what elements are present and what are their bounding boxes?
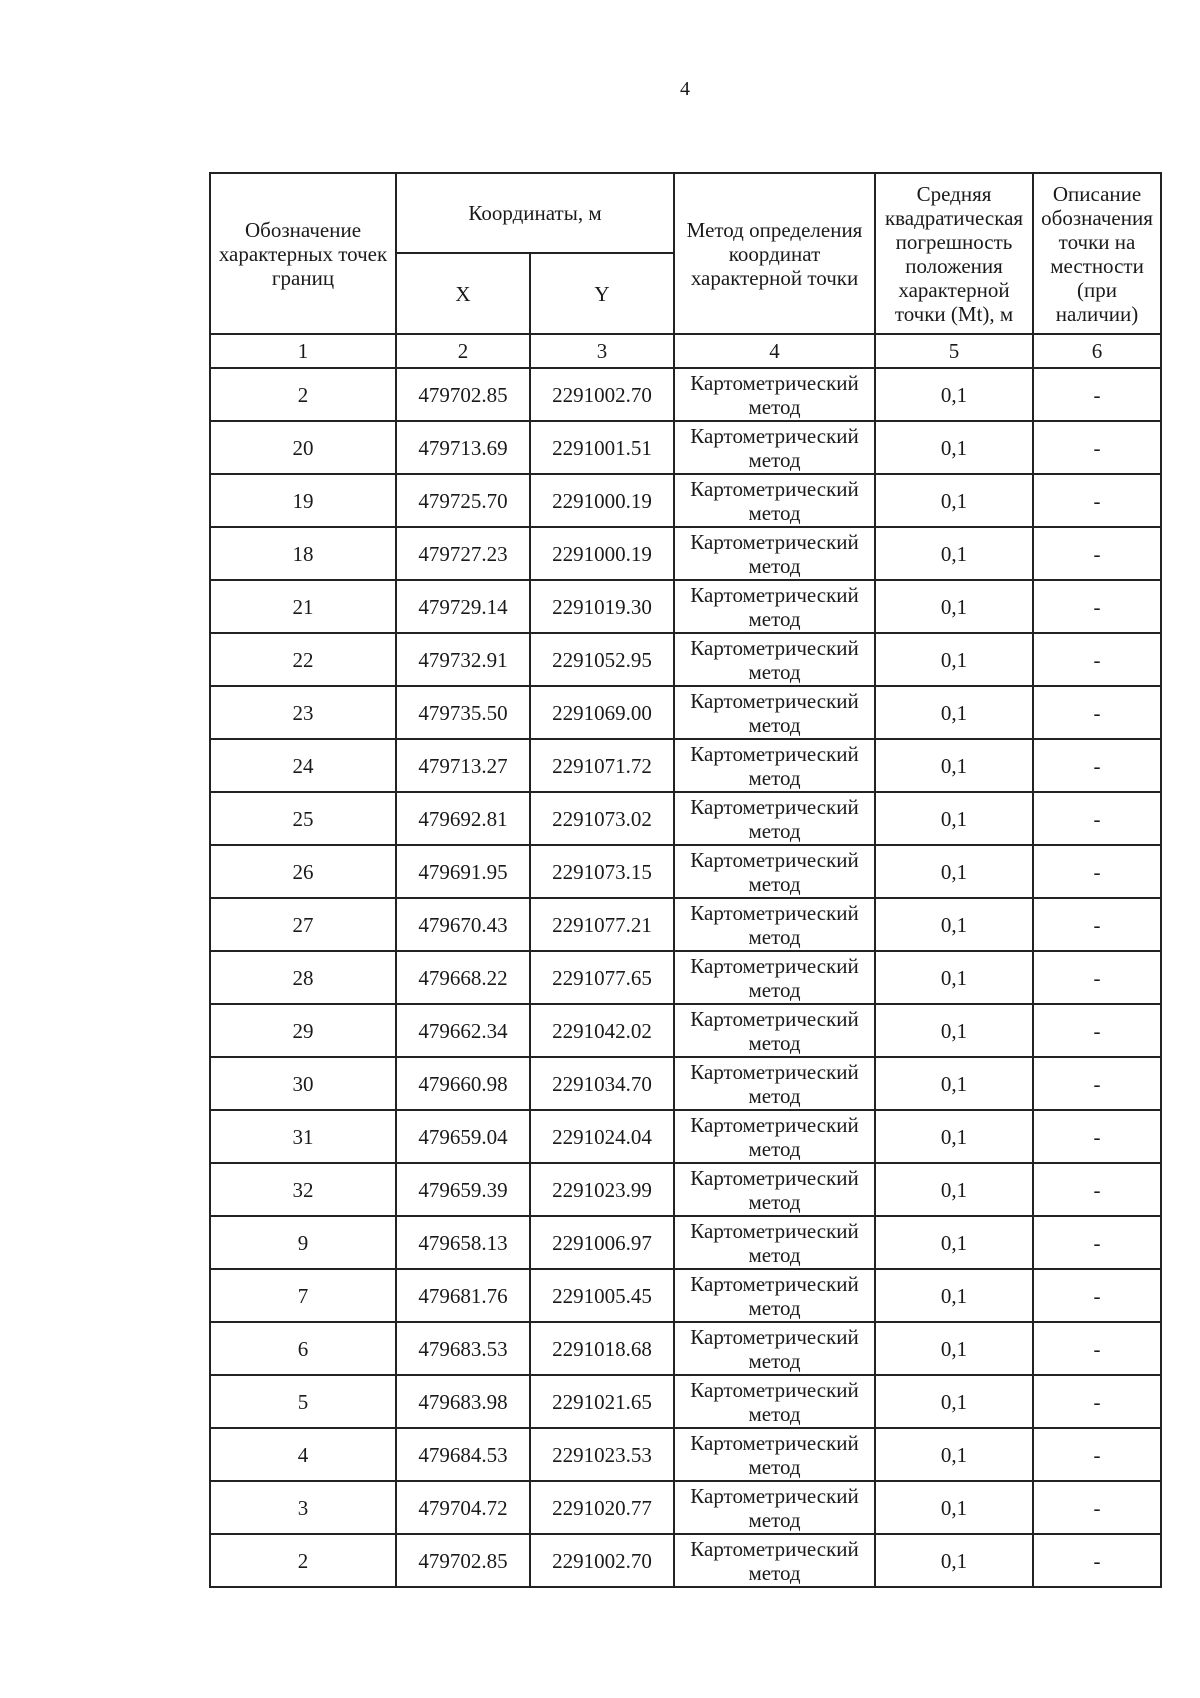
table-row [210,368,1161,421]
x-coordinate-cell: 479658.13 [396,1216,530,1269]
description-cell: - [1033,739,1161,792]
header-coordinates: Координаты, м [396,173,674,253]
column-number: 5 [875,334,1033,368]
description-cell: - [1033,898,1161,951]
x-coordinate-cell: 479660.98 [396,1057,530,1110]
x-coordinate-cell: 479702.85 [396,1534,530,1587]
description-cell: - [1033,1057,1161,1110]
method-cell: Картометрический метод [674,633,875,686]
column-number-row [210,334,1161,368]
table-row [210,845,1161,898]
y-coordinate-cell: 2291073.15 [530,845,674,898]
error-cell: 0,1 [875,474,1033,527]
point-cell: 30 [210,1057,396,1110]
description-cell: - [1033,474,1161,527]
point-cell: 9 [210,1216,396,1269]
error-cell: 0,1 [875,1004,1033,1057]
y-coordinate-cell: 2291002.70 [530,1534,674,1587]
error-cell: 0,1 [875,527,1033,580]
method-cell: Картометрический метод [674,686,875,739]
method-cell: Картометрический метод [674,421,875,474]
error-cell: 0,1 [875,951,1033,1004]
method-cell: Картометрический метод [674,1110,875,1163]
method-cell: Картометрический метод [674,1534,875,1587]
description-cell: - [1033,1375,1161,1428]
error-cell: 0,1 [875,1322,1033,1375]
method-cell: Картометрический метод [674,368,875,421]
method-cell: Картометрический метод [674,739,875,792]
method-cell: Картометрический метод [674,1375,875,1428]
method-cell: Картометрический метод [674,898,875,951]
y-coordinate-cell: 2291073.02 [530,792,674,845]
point-cell: 6 [210,1322,396,1375]
method-cell: Картометрический метод [674,1004,875,1057]
method-cell: Картометрический метод [674,1216,875,1269]
table-row [210,421,1161,474]
column-number: 1 [210,334,396,368]
y-coordinate-cell: 2291052.95 [530,633,674,686]
y-coordinate-cell: 2291002.70 [530,368,674,421]
table-row [210,898,1161,951]
table-row [210,686,1161,739]
y-coordinate-cell: 2291077.65 [530,951,674,1004]
column-number: 6 [1033,334,1161,368]
point-cell: 24 [210,739,396,792]
error-cell: 0,1 [875,1216,1033,1269]
x-coordinate-cell: 479729.14 [396,580,530,633]
x-coordinate-cell: 479659.39 [396,1163,530,1216]
point-cell: 19 [210,474,396,527]
x-coordinate-cell: 479727.23 [396,527,530,580]
point-cell: 2 [210,368,396,421]
description-cell: - [1033,1163,1161,1216]
table-row [210,951,1161,1004]
point-cell: 29 [210,1004,396,1057]
y-coordinate-cell: 2291023.99 [530,1163,674,1216]
error-cell: 0,1 [875,1534,1033,1587]
error-cell: 0,1 [875,686,1033,739]
method-cell: Картометрический метод [674,1269,875,1322]
column-number: 3 [530,334,674,368]
error-cell: 0,1 [875,1057,1033,1110]
point-cell: 23 [210,686,396,739]
x-coordinate-cell: 479713.27 [396,739,530,792]
description-cell: - [1033,1534,1161,1587]
y-coordinate-cell: 2291069.00 [530,686,674,739]
table-row [210,792,1161,845]
error-cell: 0,1 [875,368,1033,421]
y-coordinate-cell: 2291019.30 [530,580,674,633]
error-cell: 0,1 [875,1163,1033,1216]
point-cell: 22 [210,633,396,686]
table-row [210,1534,1161,1587]
x-coordinate-cell: 479670.43 [396,898,530,951]
x-coordinate-cell: 479702.85 [396,368,530,421]
error-cell: 0,1 [875,633,1033,686]
description-cell: - [1033,845,1161,898]
x-coordinate-cell: 479662.34 [396,1004,530,1057]
description-cell: - [1033,368,1161,421]
point-cell: 27 [210,898,396,951]
y-coordinate-cell: 2291005.45 [530,1269,674,1322]
table-row [210,739,1161,792]
error-cell: 0,1 [875,1481,1033,1534]
error-cell: 0,1 [875,739,1033,792]
point-cell: 25 [210,792,396,845]
x-coordinate-cell: 479732.91 [396,633,530,686]
y-coordinate-cell: 2291023.53 [530,1428,674,1481]
y-coordinate-cell: 2291000.19 [530,474,674,527]
point-cell: 7 [210,1269,396,1322]
error-cell: 0,1 [875,845,1033,898]
method-cell: Картометрический метод [674,474,875,527]
point-cell: 26 [210,845,396,898]
error-cell: 0,1 [875,1269,1033,1322]
x-coordinate-cell: 479704.72 [396,1481,530,1534]
point-cell: 2 [210,1534,396,1587]
table-row [210,1110,1161,1163]
table-row [210,1269,1161,1322]
table-row [210,527,1161,580]
table-row [210,1216,1161,1269]
y-coordinate-cell: 2291034.70 [530,1057,674,1110]
y-coordinate-cell: 2291000.19 [530,527,674,580]
coordinates-table [209,172,1162,1588]
x-coordinate-cell: 479683.98 [396,1375,530,1428]
method-cell: Картометрический метод [674,527,875,580]
table-row [210,1057,1161,1110]
y-coordinate-cell: 2291024.04 [530,1110,674,1163]
table-row [210,580,1161,633]
x-coordinate-cell: 479713.69 [396,421,530,474]
column-number: 2 [396,334,530,368]
table-row [210,474,1161,527]
y-coordinate-cell: 2291077.21 [530,898,674,951]
description-cell: - [1033,1481,1161,1534]
error-cell: 0,1 [875,580,1033,633]
error-cell: 0,1 [875,898,1033,951]
table-row [210,633,1161,686]
header-designation: Обозначение характерных точек границ [210,173,396,334]
error-cell: 0,1 [875,1375,1033,1428]
header-x: X [396,253,530,334]
point-cell: 21 [210,580,396,633]
point-cell: 4 [210,1428,396,1481]
description-cell: - [1033,686,1161,739]
y-coordinate-cell: 2291021.65 [530,1375,674,1428]
table-row [210,1481,1161,1534]
method-cell: Картометрический метод [674,845,875,898]
x-coordinate-cell: 479668.22 [396,951,530,1004]
method-cell: Картометрический метод [674,792,875,845]
point-cell: 28 [210,951,396,1004]
x-coordinate-cell: 479692.81 [396,792,530,845]
description-cell: - [1033,1322,1161,1375]
error-cell: 0,1 [875,792,1033,845]
table-row [210,1163,1161,1216]
method-cell: Картометрический метод [674,951,875,1004]
description-cell: - [1033,1428,1161,1481]
table-body [210,368,1161,1587]
point-cell: 3 [210,1481,396,1534]
y-coordinate-cell: 2291071.72 [530,739,674,792]
description-cell: - [1033,633,1161,686]
x-coordinate-cell: 479681.76 [396,1269,530,1322]
method-cell: Картометрический метод [674,1163,875,1216]
error-cell: 0,1 [875,1428,1033,1481]
error-cell: 0,1 [875,1110,1033,1163]
header-description: Описание обозначения точки на местности (при наличии) [1033,173,1161,334]
header-method: Метод определения координат характерной точки [674,173,875,334]
page-number: 4 [680,78,690,100]
y-coordinate-cell: 2291042.02 [530,1004,674,1057]
description-cell: - [1033,580,1161,633]
x-coordinate-cell: 479683.53 [396,1322,530,1375]
x-coordinate-cell: 479725.70 [396,474,530,527]
description-cell: - [1033,1269,1161,1322]
method-cell: Картометрический метод [674,1322,875,1375]
table-row [210,1322,1161,1375]
point-cell: 5 [210,1375,396,1428]
x-coordinate-cell: 479659.04 [396,1110,530,1163]
x-coordinate-cell: 479735.50 [396,686,530,739]
description-cell: - [1033,951,1161,1004]
x-coordinate-cell: 479684.53 [396,1428,530,1481]
point-cell: 20 [210,421,396,474]
description-cell: - [1033,421,1161,474]
point-cell: 18 [210,527,396,580]
description-cell: - [1033,1216,1161,1269]
table-row [210,1375,1161,1428]
method-cell: Картометрический метод [674,1428,875,1481]
y-coordinate-cell: 2291018.68 [530,1322,674,1375]
description-cell: - [1033,1004,1161,1057]
table-row [210,1004,1161,1057]
point-cell: 32 [210,1163,396,1216]
table-row [210,1428,1161,1481]
x-coordinate-cell: 479691.95 [396,845,530,898]
description-cell: - [1033,792,1161,845]
method-cell: Картометрический метод [674,1057,875,1110]
description-cell: - [1033,1110,1161,1163]
point-cell: 31 [210,1110,396,1163]
column-number: 4 [674,334,875,368]
header-error: Средняя квадратическая погрешность положения характерной точки (Mt), м [875,173,1033,334]
error-cell: 0,1 [875,421,1033,474]
header-y: Y [530,253,674,334]
y-coordinate-cell: 2291020.77 [530,1481,674,1534]
description-cell: - [1033,527,1161,580]
method-cell: Картометрический метод [674,580,875,633]
method-cell: Картометрический метод [674,1481,875,1534]
y-coordinate-cell: 2291001.51 [530,421,674,474]
y-coordinate-cell: 2291006.97 [530,1216,674,1269]
